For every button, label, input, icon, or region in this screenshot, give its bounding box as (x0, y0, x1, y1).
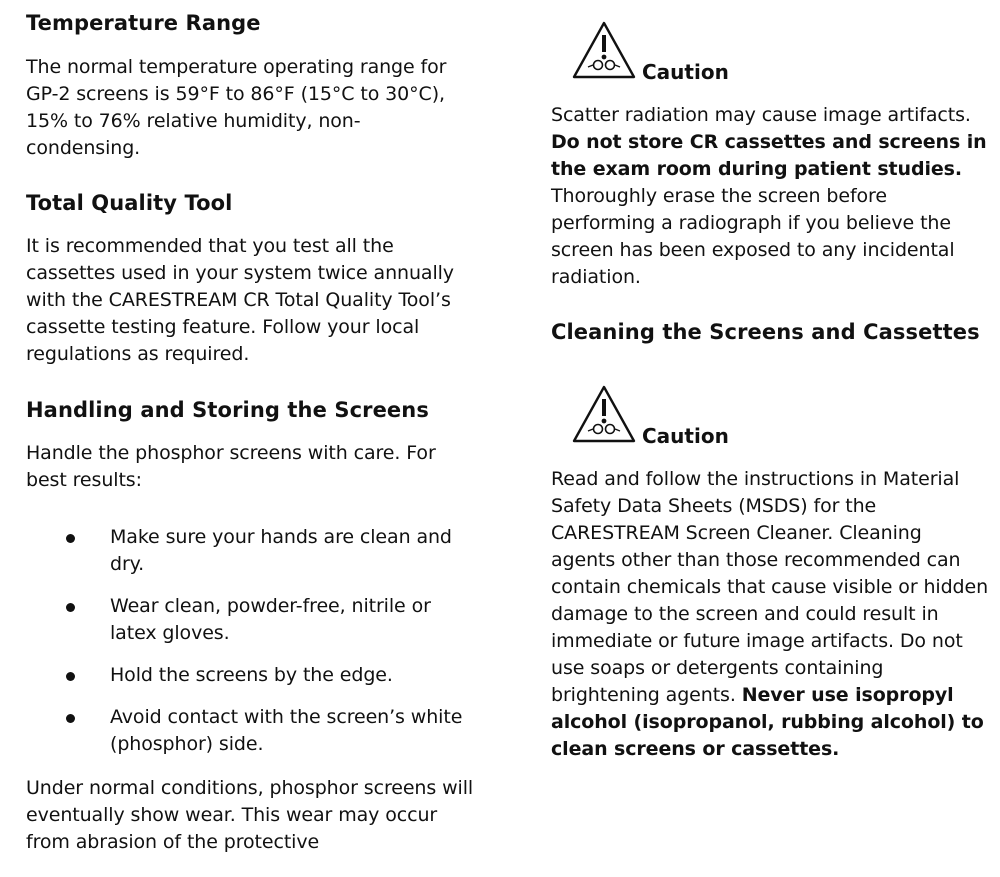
bullet-icon (66, 672, 75, 681)
caution-label: Caution (642, 424, 729, 448)
bullet-icon (66, 714, 75, 723)
scatter-text-normal: Scatter radiation may cause image artifacts. (551, 104, 971, 126)
total-quality-tool-heading: Total Quality Tool (26, 191, 233, 215)
bullet-text: Avoid contact with the screen’s white (phosphor) side. (110, 706, 463, 755)
scatter-text-bold: Do not store CR cassettes and screens in the exam room during patient studies. (551, 131, 987, 180)
caution-notice-scatter (571, 20, 871, 82)
cleaning-instructions-text (551, 466, 991, 763)
scatter-radiation-text (551, 102, 991, 291)
handling-intro-text: Handle the phosphor screens with care. For best results: (26, 442, 436, 491)
screen-wear-text: Under normal conditions, phosphor screens will eventually show wear. This wear may occur from abrasion of the protective (26, 777, 474, 853)
bullet-text: Make sure your hands are clean and dry. (110, 526, 452, 575)
caution-label: Caution (642, 60, 729, 84)
scatter-text-normal-2: Thoroughly erase the screen before performing a radiograph if you believe the screen has been exposed to any incidental radiation. (551, 185, 955, 288)
temperature-range-text: The normal temperature operating range for GP-2 screens is 59°F to 86°F (15°C to 30°C), 15% to 76% relative humidity, non-condensing. (26, 56, 447, 159)
cleaning-text-bold: Never use isopropyl alcohol (isopropanol, rubbing alcohol) to clean screens or cassettes. (551, 684, 984, 760)
cleaning-text-normal: Read and follow the instructions in Material Safety Data Sheets (MSDS) for the CARESTREAM Screen Cleaner. Cleaning agents other than those recommended can contain chemicals that cause visible or hidden damage to the screen and could result in immediate or future image artifacts. Do not use soaps or detergents containing brightening agents. (551, 468, 989, 706)
caution-notice-cleaning (571, 384, 871, 446)
list-item (26, 524, 466, 578)
warning-triangle-icon (571, 20, 637, 80)
bullet-icon (66, 534, 75, 543)
cleaning-heading: Cleaning the Screens and Cassettes (551, 320, 980, 344)
temperature-range-heading: Temperature Range (26, 11, 261, 35)
bullet-text: Hold the screens by the edge. (110, 664, 393, 686)
bullet-text: Wear clean, powder-free, nitrile or latex gloves. (110, 595, 431, 644)
warning-triangle-icon (571, 384, 637, 444)
bullet-icon (66, 603, 75, 612)
list-item (26, 662, 466, 689)
total-quality-tool-text: It is recommended that you test all the cassettes used in your system twice annually with the CARESTREAM CR Total Quality Tool’s cassette testing feature. Follow your local regulations as required. (26, 235, 454, 365)
list-item (26, 593, 466, 647)
handling-storing-heading: Handling and Storing the Screens (26, 398, 429, 422)
list-item (26, 704, 466, 758)
handling-bullet-list (26, 524, 466, 773)
